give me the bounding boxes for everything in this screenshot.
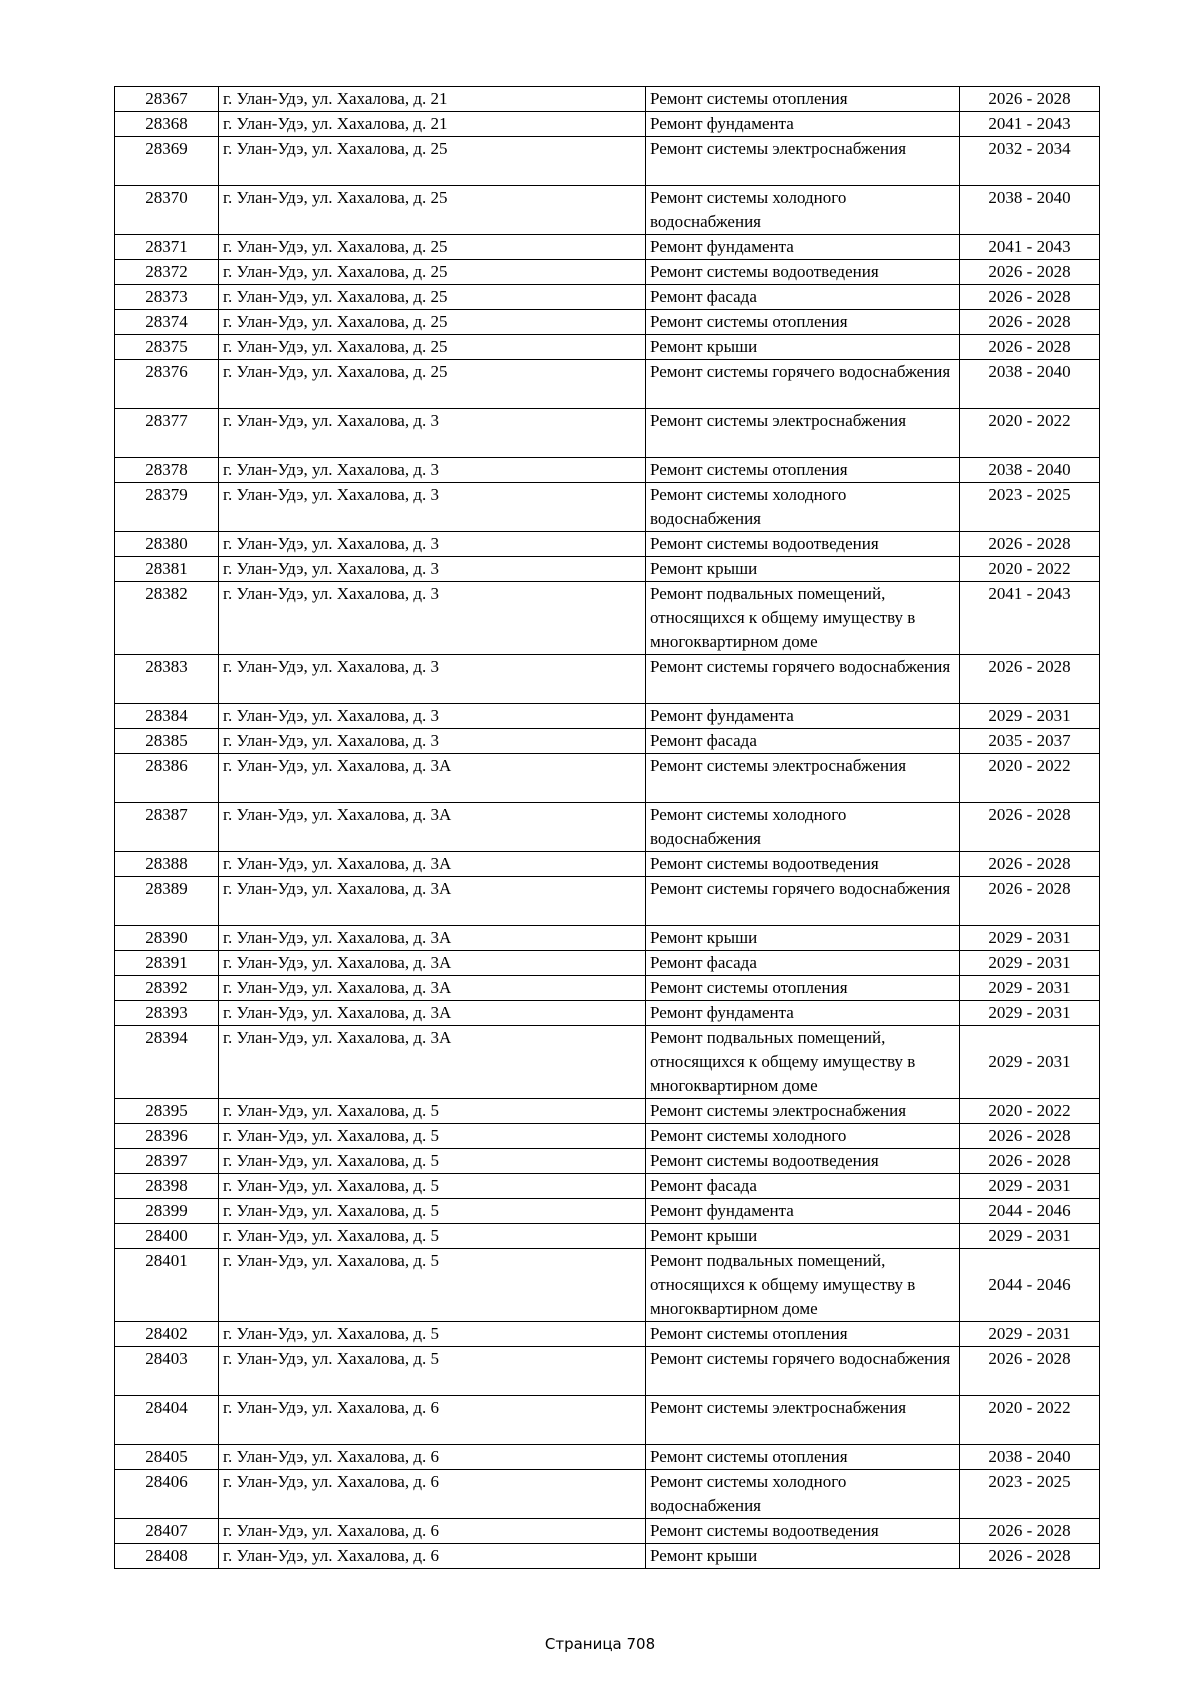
address-cell: г. Улан-Удэ, ул. Хахалова, д. 6: [219, 1544, 646, 1569]
work-type-cell: Ремонт системы водоотведения: [646, 1519, 960, 1544]
table-row: [115, 532, 1100, 557]
table-row: [115, 1199, 1100, 1224]
table-row: [115, 1001, 1100, 1026]
period-cell: 2029 - 2031: [960, 976, 1100, 1001]
row-number: 28377: [115, 409, 219, 458]
period-cell: 2026 - 2028: [960, 803, 1100, 852]
table-row: [115, 754, 1100, 803]
period-cell: 2026 - 2028: [960, 532, 1100, 557]
row-number: 28370: [115, 186, 219, 235]
address-cell: г. Улан-Удэ, ул. Хахалова, д. 3А: [219, 877, 646, 926]
work-type-cell: Ремонт крыши: [646, 1544, 960, 1569]
period-cell: 2044 - 2046: [960, 1199, 1100, 1224]
address-cell: г. Улан-Удэ, ул. Хахалова, д. 6: [219, 1396, 646, 1445]
work-type-cell: Ремонт системы отопления: [646, 87, 960, 112]
period-cell: 2044 - 2046: [960, 1249, 1100, 1322]
work-type-cell: Ремонт фундамента: [646, 704, 960, 729]
address-cell: г. Улан-Удэ, ул. Хахалова, д. 3А: [219, 754, 646, 803]
table-row: [115, 557, 1100, 582]
address-cell: г. Улан-Удэ, ул. Хахалова, д. 21: [219, 87, 646, 112]
work-type-cell: Ремонт фундамента: [646, 235, 960, 260]
page-number: Страница 708: [544, 1635, 656, 1653]
period-cell: 2041 - 2043: [960, 235, 1100, 260]
address-cell: г. Улан-Удэ, ул. Хахалова, д. 5: [219, 1249, 646, 1322]
work-type-cell: Ремонт системы водоотведения: [646, 852, 960, 877]
period-cell: 2026 - 2028: [960, 285, 1100, 310]
address-cell: г. Улан-Удэ, ул. Хахалова, д. 5: [219, 1149, 646, 1174]
table-row: [115, 852, 1100, 877]
table-row: [115, 926, 1100, 951]
table-row: [115, 803, 1100, 852]
work-type-cell: Ремонт системы холодного водоснабжения: [646, 803, 960, 852]
period-cell: 2023 - 2025: [960, 1470, 1100, 1519]
address-cell: г. Улан-Удэ, ул. Хахалова, д. 25: [219, 360, 646, 409]
period-cell: 2038 - 2040: [960, 458, 1100, 483]
period-cell: 2020 - 2022: [960, 1396, 1100, 1445]
period-cell: 2029 - 2031: [960, 1322, 1100, 1347]
work-type-cell: Ремонт системы холодного водоснабжения: [646, 1470, 960, 1519]
period-cell: 2026 - 2028: [960, 87, 1100, 112]
table-row: [115, 1544, 1100, 1569]
row-number: 28401: [115, 1249, 219, 1322]
table-row: [115, 877, 1100, 926]
period-cell: 2029 - 2031: [960, 1174, 1100, 1199]
work-type-cell: Ремонт системы водоотведения: [646, 1149, 960, 1174]
row-number: 28399: [115, 1199, 219, 1224]
table-row: [115, 1470, 1100, 1519]
address-cell: г. Улан-Удэ, ул. Хахалова, д. 3А: [219, 1026, 646, 1099]
row-number: 28406: [115, 1470, 219, 1519]
row-number: 28379: [115, 483, 219, 532]
row-number: 28371: [115, 235, 219, 260]
row-number: 28395: [115, 1099, 219, 1124]
work-type-cell: Ремонт подвальных помещений, относящихся к общему имуществу в многоквартирном доме: [646, 582, 960, 655]
table-row: [115, 483, 1100, 532]
row-number: 28394: [115, 1026, 219, 1099]
work-type-cell: Ремонт фундамента: [646, 1001, 960, 1026]
work-type-cell: Ремонт системы отопления: [646, 310, 960, 335]
work-type-cell: Ремонт фундамента: [646, 1199, 960, 1224]
row-number: 28391: [115, 951, 219, 976]
table-row: [115, 582, 1100, 655]
address-cell: г. Улан-Удэ, ул. Хахалова, д. 25: [219, 335, 646, 360]
work-type-cell: Ремонт крыши: [646, 335, 960, 360]
row-number: 28407: [115, 1519, 219, 1544]
row-number: 28398: [115, 1174, 219, 1199]
work-type-cell: Ремонт системы водоотведения: [646, 260, 960, 285]
address-cell: г. Улан-Удэ, ул. Хахалова, д. 25: [219, 310, 646, 335]
table-row: [115, 1347, 1100, 1396]
work-type-cell: Ремонт системы электроснабжения: [646, 409, 960, 458]
row-number: 28383: [115, 655, 219, 704]
work-type-cell: Ремонт фасада: [646, 729, 960, 754]
work-type-cell: Ремонт системы водоотведения: [646, 532, 960, 557]
work-type-cell: Ремонт фасада: [646, 285, 960, 310]
address-cell: г. Улан-Удэ, ул. Хахалова, д. 5: [219, 1174, 646, 1199]
work-type-cell: Ремонт системы холодного водоснабжения: [646, 483, 960, 532]
address-cell: г. Улан-Удэ, ул. Хахалова, д. 5: [219, 1347, 646, 1396]
row-number: 28375: [115, 335, 219, 360]
table-row: [115, 704, 1100, 729]
period-cell: 2035 - 2037: [960, 729, 1100, 754]
table-row: [115, 1099, 1100, 1124]
work-type-cell: Ремонт системы горячего водоснабжения: [646, 360, 960, 409]
work-type-cell: Ремонт крыши: [646, 557, 960, 582]
work-type-cell: Ремонт системы горячего водоснабжения: [646, 877, 960, 926]
table-row: [115, 186, 1100, 235]
table-row: [115, 87, 1100, 112]
period-cell: 2023 - 2025: [960, 483, 1100, 532]
row-number: 28393: [115, 1001, 219, 1026]
row-number: 28405: [115, 1445, 219, 1470]
address-cell: г. Улан-Удэ, ул. Хахалова, д. 6: [219, 1445, 646, 1470]
address-cell: г. Улан-Удэ, ул. Хахалова, д. 3: [219, 532, 646, 557]
period-cell: 2041 - 2043: [960, 582, 1100, 655]
work-type-cell: Ремонт системы холодного: [646, 1124, 960, 1149]
table-row: [115, 360, 1100, 409]
table-row: [115, 1124, 1100, 1149]
period-cell: 2029 - 2031: [960, 1001, 1100, 1026]
period-cell: 2032 - 2034: [960, 137, 1100, 186]
period-cell: 2029 - 2031: [960, 1026, 1100, 1099]
table-row: [115, 655, 1100, 704]
row-number: 28367: [115, 87, 219, 112]
address-cell: г. Улан-Удэ, ул. Хахалова, д. 5: [219, 1322, 646, 1347]
table-row: [115, 1445, 1100, 1470]
period-cell: 2026 - 2028: [960, 1149, 1100, 1174]
period-cell: 2020 - 2022: [960, 1099, 1100, 1124]
address-cell: г. Улан-Удэ, ул. Хахалова, д. 3: [219, 409, 646, 458]
work-type-cell: Ремонт системы отопления: [646, 1322, 960, 1347]
row-number: 28374: [115, 310, 219, 335]
period-cell: 2020 - 2022: [960, 409, 1100, 458]
row-number: 28385: [115, 729, 219, 754]
table-row: [115, 458, 1100, 483]
period-cell: 2026 - 2028: [960, 1347, 1100, 1396]
work-type-cell: Ремонт системы отопления: [646, 458, 960, 483]
address-cell: г. Улан-Удэ, ул. Хахалова, д. 5: [219, 1124, 646, 1149]
address-cell: г. Улан-Удэ, ул. Хахалова, д. 25: [219, 235, 646, 260]
table-row: [115, 409, 1100, 458]
table-row: [115, 1322, 1100, 1347]
address-cell: г. Улан-Удэ, ул. Хахалова, д. 25: [219, 285, 646, 310]
address-cell: г. Улан-Удэ, ул. Хахалова, д. 5: [219, 1199, 646, 1224]
works-table-body: [115, 87, 1100, 1569]
period-cell: 2038 - 2040: [960, 1445, 1100, 1470]
period-cell: 2026 - 2028: [960, 260, 1100, 285]
table-row: [115, 1519, 1100, 1544]
address-cell: г. Улан-Удэ, ул. Хахалова, д. 5: [219, 1224, 646, 1249]
period-cell: 2026 - 2028: [960, 1124, 1100, 1149]
work-type-cell: Ремонт системы электроснабжения: [646, 1396, 960, 1445]
work-type-cell: Ремонт системы электроснабжения: [646, 754, 960, 803]
address-cell: г. Улан-Удэ, ул. Хахалова, д. 3А: [219, 1001, 646, 1026]
table-row: [115, 1224, 1100, 1249]
address-cell: г. Улан-Удэ, ул. Хахалова, д. 3: [219, 483, 646, 532]
row-number: 28368: [115, 112, 219, 137]
table-row: [115, 1396, 1100, 1445]
period-cell: 2026 - 2028: [960, 1544, 1100, 1569]
row-number: 28397: [115, 1149, 219, 1174]
period-cell: 2020 - 2022: [960, 754, 1100, 803]
address-cell: г. Улан-Удэ, ул. Хахалова, д. 3А: [219, 976, 646, 1001]
works-table: [114, 86, 1100, 1569]
period-cell: 2026 - 2028: [960, 1519, 1100, 1544]
row-number: 28372: [115, 260, 219, 285]
table-row: [115, 976, 1100, 1001]
row-number: 28387: [115, 803, 219, 852]
address-cell: г. Улан-Удэ, ул. Хахалова, д. 25: [219, 137, 646, 186]
address-cell: г. Улан-Удэ, ул. Хахалова, д. 3А: [219, 852, 646, 877]
work-type-cell: Ремонт подвальных помещений, относящихся к общему имуществу в многоквартирном доме: [646, 1249, 960, 1322]
table-row: [115, 1026, 1100, 1099]
row-number: 28403: [115, 1347, 219, 1396]
address-cell: г. Улан-Удэ, ул. Хахалова, д. 3: [219, 704, 646, 729]
row-number: 28380: [115, 532, 219, 557]
period-cell: 2026 - 2028: [960, 310, 1100, 335]
period-cell: 2041 - 2043: [960, 112, 1100, 137]
period-cell: 2038 - 2040: [960, 360, 1100, 409]
period-cell: 2026 - 2028: [960, 335, 1100, 360]
work-type-cell: Ремонт фасада: [646, 1174, 960, 1199]
table-row: [115, 335, 1100, 360]
table-row: [115, 951, 1100, 976]
period-cell: 2029 - 2031: [960, 951, 1100, 976]
table-row: [115, 729, 1100, 754]
address-cell: г. Улан-Удэ, ул. Хахалова, д. 6: [219, 1519, 646, 1544]
table-row: [115, 310, 1100, 335]
row-number: 28392: [115, 976, 219, 1001]
row-number: 28373: [115, 285, 219, 310]
table-row: [115, 1174, 1100, 1199]
table-row: [115, 1149, 1100, 1174]
row-number: 28382: [115, 582, 219, 655]
row-number: 28402: [115, 1322, 219, 1347]
address-cell: г. Улан-Удэ, ул. Хахалова, д. 3А: [219, 951, 646, 976]
address-cell: г. Улан-Удэ, ул. Хахалова, д. 3: [219, 655, 646, 704]
row-number: 28408: [115, 1544, 219, 1569]
work-type-cell: Ремонт системы электроснабжения: [646, 1099, 960, 1124]
row-number: 28396: [115, 1124, 219, 1149]
work-type-cell: Ремонт системы холодного водоснабжения: [646, 186, 960, 235]
work-type-cell: Ремонт системы отопления: [646, 1445, 960, 1470]
row-number: 28404: [115, 1396, 219, 1445]
row-number: 28369: [115, 137, 219, 186]
address-cell: г. Улан-Удэ, ул. Хахалова, д. 3: [219, 729, 646, 754]
row-number: 28376: [115, 360, 219, 409]
address-cell: г. Улан-Удэ, ул. Хахалова, д. 3А: [219, 803, 646, 852]
period-cell: 2038 - 2040: [960, 186, 1100, 235]
row-number: 28400: [115, 1224, 219, 1249]
table-row: [115, 235, 1100, 260]
work-type-cell: Ремонт фасада: [646, 951, 960, 976]
row-number: 28381: [115, 557, 219, 582]
row-number: 28384: [115, 704, 219, 729]
row-number: 28390: [115, 926, 219, 951]
period-cell: 2020 - 2022: [960, 557, 1100, 582]
work-type-cell: Ремонт крыши: [646, 1224, 960, 1249]
address-cell: г. Улан-Удэ, ул. Хахалова, д. 21: [219, 112, 646, 137]
address-cell: г. Улан-Удэ, ул. Хахалова, д. 25: [219, 260, 646, 285]
period-cell: 2029 - 2031: [960, 926, 1100, 951]
address-cell: г. Улан-Удэ, ул. Хахалова, д. 3А: [219, 926, 646, 951]
table-row: [115, 137, 1100, 186]
table-row: [115, 112, 1100, 137]
work-type-cell: Ремонт фундамента: [646, 112, 960, 137]
period-cell: 2029 - 2031: [960, 1224, 1100, 1249]
address-cell: г. Улан-Удэ, ул. Хахалова, д. 5: [219, 1099, 646, 1124]
address-cell: г. Улан-Удэ, ул. Хахалова, д. 3: [219, 557, 646, 582]
row-number: 28378: [115, 458, 219, 483]
period-cell: 2029 - 2031: [960, 704, 1100, 729]
period-cell: 2026 - 2028: [960, 655, 1100, 704]
work-type-cell: Ремонт системы отопления: [646, 976, 960, 1001]
work-type-cell: Ремонт крыши: [646, 926, 960, 951]
row-number: 28389: [115, 877, 219, 926]
table-row: [115, 285, 1100, 310]
address-cell: г. Улан-Удэ, ул. Хахалова, д. 3: [219, 458, 646, 483]
work-type-cell: Ремонт системы горячего водоснабжения: [646, 1347, 960, 1396]
table-row: [115, 1249, 1100, 1322]
work-type-cell: Ремонт системы горячего водоснабжения: [646, 655, 960, 704]
period-cell: 2026 - 2028: [960, 877, 1100, 926]
address-cell: г. Улан-Удэ, ул. Хахалова, д. 25: [219, 186, 646, 235]
work-type-cell: Ремонт системы электроснабжения: [646, 137, 960, 186]
address-cell: г. Улан-Удэ, ул. Хахалова, д. 6: [219, 1470, 646, 1519]
row-number: 28386: [115, 754, 219, 803]
period-cell: 2026 - 2028: [960, 852, 1100, 877]
address-cell: г. Улан-Удэ, ул. Хахалова, д. 3: [219, 582, 646, 655]
row-number: 28388: [115, 852, 219, 877]
work-type-cell: Ремонт подвальных помещений, относящихся к общему имуществу в многоквартирном доме: [646, 1026, 960, 1099]
table-row: [115, 260, 1100, 285]
